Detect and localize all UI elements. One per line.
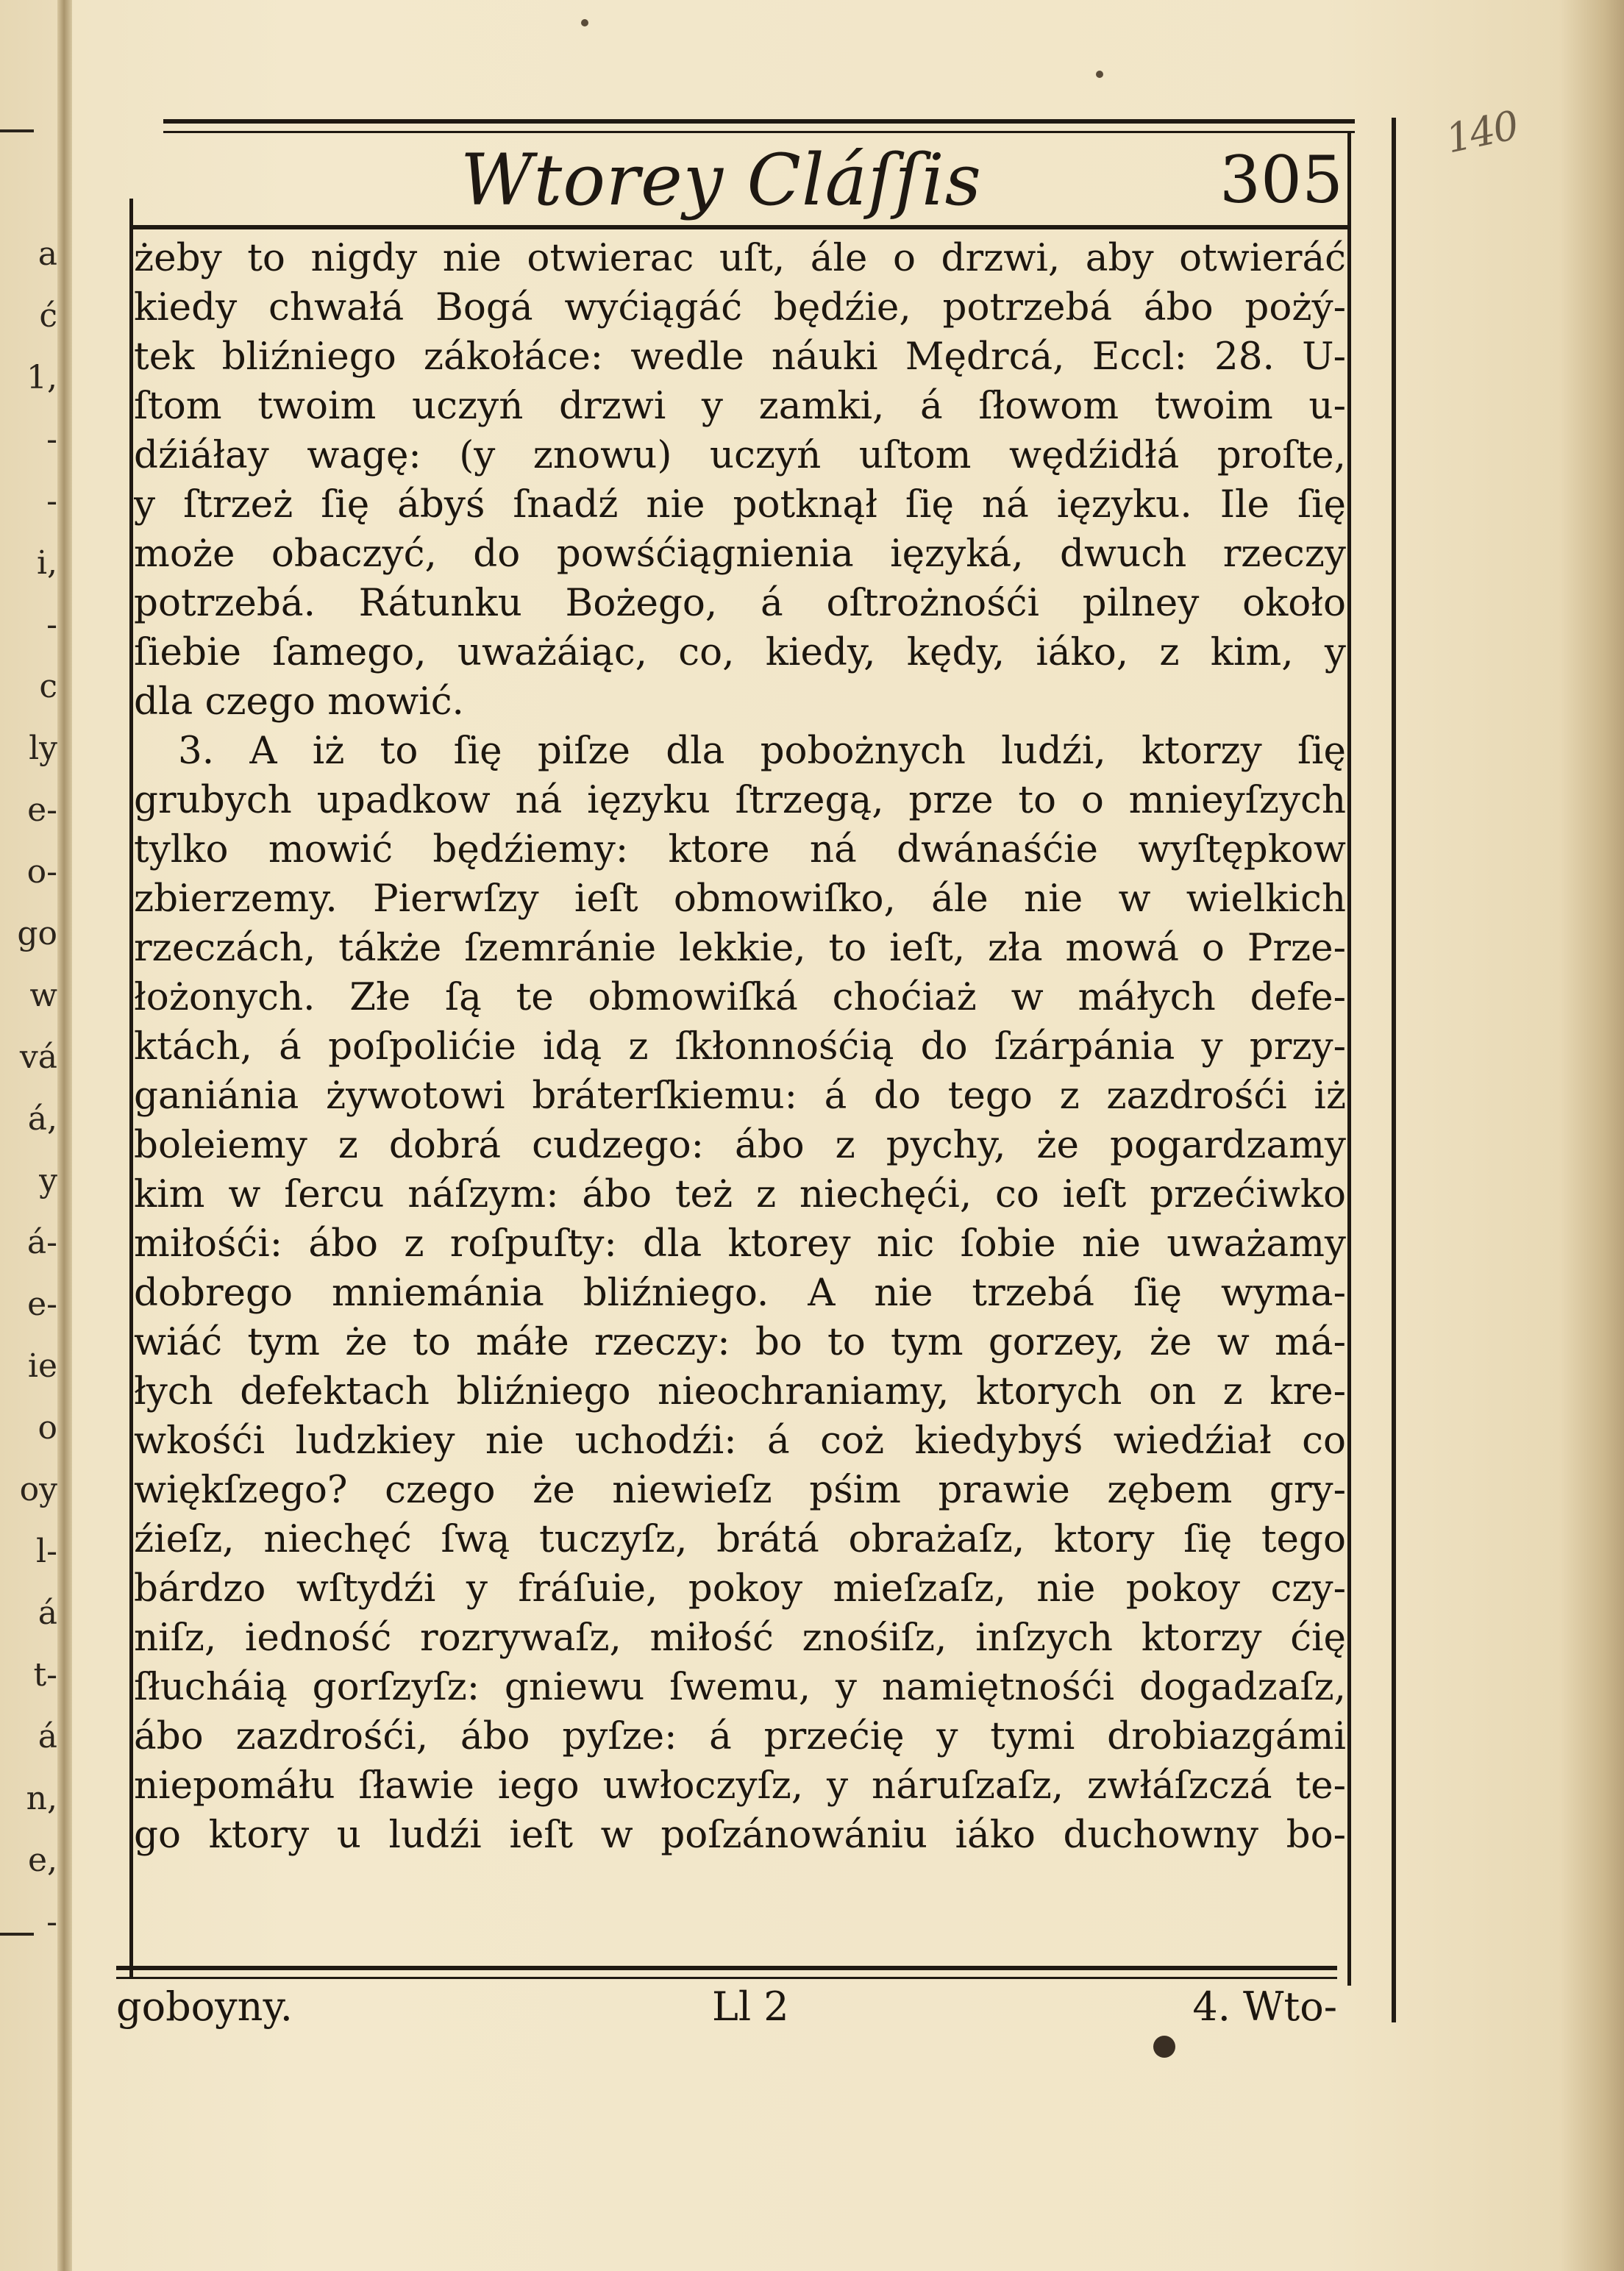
paper-speck	[581, 19, 588, 26]
text-line: rzeczách, tákże ſzemránie lekkie, to ieſt, zła mowá o Prze-	[134, 926, 1346, 970]
previous-page-line: á,	[27, 1100, 57, 1138]
text-line: ktách, á poſpolićie idą z ſkłonnośćią do ſzárpánia y przy-	[134, 1024, 1346, 1069]
text-line: tylko mowić będźiemy: ktore ná dwánaśćie wyſtępkow	[134, 827, 1346, 871]
previous-page-line: á	[38, 1594, 57, 1632]
text-line: tek bliźniego zákołáce: wedle náuki Mędrcá, Eccl: 28. U-	[134, 335, 1346, 379]
folio-note: 140	[1442, 101, 1522, 163]
top-rule	[163, 119, 1355, 124]
previous-page-line: -	[46, 606, 57, 643]
previous-page-line: á-	[26, 1224, 57, 1261]
text-line: niſz, iedność rozrywaſz, miłość znośiſz, inſzych ktorzy ćię	[134, 1616, 1346, 1660]
top-rule-thin	[163, 131, 1355, 133]
previous-page-line: oy	[19, 1471, 57, 1508]
previous-page-line: e-	[27, 1286, 57, 1323]
text-line: niepomáłu ſławie iego uwłoczyſz, y náruſzaſz, zwłáſzczá te-	[134, 1764, 1346, 1808]
running-head	[129, 140, 1350, 221]
previous-page-line: o-	[26, 853, 57, 891]
text-line: zbierzemy. Pierwſzy ieſt obmowiſko, ále nie w wielkich	[134, 877, 1346, 921]
previous-page-line: ć	[39, 297, 57, 335]
previous-page-line: a	[38, 235, 57, 273]
previous-page-line: e-	[27, 791, 57, 829]
text-line: dla czego mowić.	[134, 680, 464, 724]
text-line: łożonych. Złe ſą te obmowiſká choćiaż w máłych defe-	[134, 975, 1346, 1019]
previous-page-line: go	[17, 915, 57, 952]
text-line: y ſtrzeż ſię ábyś ſnadź nie potknął ſię ná ięzyku. Ile ſię	[134, 482, 1346, 527]
previous-page-line: y	[39, 1162, 57, 1199]
previous-page-line: n,	[26, 1780, 57, 1817]
paper-speck	[1096, 71, 1103, 78]
text-line: ſiebie ſamego, uważáiąc, co, kiedy, kędy, iáko, z kim, y	[134, 630, 1346, 674]
previous-page-line: -	[46, 482, 57, 520]
previous-page-line: l-	[36, 1533, 57, 1570]
text-line: ſłucháią gorſzyſz: gniewu ſwemu, y namiętnośći dogadzaſz,	[134, 1665, 1346, 1709]
text-line: dobrego mniemánia bliźniego. A nie trzebá ſię wyma-	[134, 1271, 1346, 1315]
previous-page-line: vá	[19, 1038, 57, 1076]
text-line: bárdzo wſtydźi y fráſuie, pokoy mieſzaſz, nie pokoy czy-	[134, 1566, 1346, 1611]
text-line: potrzebá. Rátunku Bożego, á oſtrożnośći pilney około	[134, 581, 1346, 625]
bottom-rule	[116, 1966, 1337, 1970]
previous-page-line: -	[46, 421, 57, 458]
text-line: dźiáłay wagę: (y znowu) uczyń uſtom wędźidłá proſte,	[134, 433, 1346, 477]
text-line: boleiemy z dobrá cudzego: ábo z pychy, że pogardzamy	[134, 1123, 1346, 1167]
previous-page-line: t-	[33, 1656, 57, 1694]
text-line: wkośći ludzkiey nie uchodźi: á coż kiedybyś wiedźiał co	[134, 1419, 1346, 1463]
previous-page-line: -	[46, 1903, 57, 1941]
text-line: źieſz, niechęć ſwą tuczyſz, brátá obrażaſz, ktory ſię tego	[134, 1517, 1346, 1561]
previous-page-line: e,	[27, 1842, 57, 1879]
previous-page-edge	[0, 0, 59, 2271]
previous-page-line: ly	[29, 730, 57, 767]
bottom-rule-thin	[116, 1977, 1337, 1979]
previous-page-line: c	[39, 668, 57, 705]
text-line: 3. A iż to ſię piſze dla pobożnych ludźi, ktorzy ſię	[178, 729, 1346, 773]
left-frame-rule	[129, 199, 133, 1978]
text-line: miłośći: ábo z roſpuſty: dla ktorey nic ſobie nie uważamy	[134, 1222, 1346, 1266]
previous-page-line: i,	[36, 544, 57, 582]
signature-mark: Ll 2	[712, 1983, 789, 2030]
previous-page-line: ie	[27, 1347, 57, 1385]
previous-page-rule	[0, 1933, 34, 1936]
previous-page-line: w	[29, 977, 57, 1014]
right-frame-rule	[1347, 132, 1351, 1986]
previous-page-line: o	[38, 1409, 57, 1447]
text-line: grubych upadkow ná ięzyku ſtrzegą, prze to o mnieyſzych	[134, 778, 1346, 822]
text-line: łych defektach bliźniego nieochraniamy, ktorych on z kre-	[134, 1369, 1346, 1413]
text-line: więkſzego? czego że niewieſz pśim prawie zębem gry-	[134, 1468, 1346, 1512]
catchline	[116, 1981, 1337, 2033]
previous-page-line: 1,	[26, 359, 57, 396]
text-line: żeby to nigdy nie otwierac uſt, ále o drzwi, aby otwieráć	[134, 236, 1346, 280]
previous-page-line: á	[38, 1718, 57, 1755]
text-line: go ktory u ludźi ieſt w poſzánowániu iáko duchowny bo-	[134, 1813, 1346, 1857]
text-line: wiáć tym że to máłe rzeczy: bo to tym gorzey, że w má-	[134, 1320, 1346, 1364]
book-gutter	[57, 0, 72, 2271]
text-line: może obaczyć, do powśćiągnienia ięzyká, dwuch rzeczy	[134, 532, 1346, 576]
running-head-title: Wtorey Cláſſis	[460, 139, 982, 221]
ink-spot	[1153, 2036, 1175, 2058]
body-text	[134, 234, 1346, 1860]
catchline-text: goboyny.	[116, 1983, 293, 2030]
text-line: kim w ſercu náſzym: ábo też z niechęći, co ieſt przećiwko	[134, 1172, 1346, 1216]
text-line: ganiánia żywotowi bráterſkiemu: á do tego z zazdrośći iż	[134, 1074, 1346, 1118]
text-line: ábo zazdrośći, ábo pyſze: á przećię y tymi drobiazgámi	[134, 1714, 1346, 1758]
outer-frame-rule	[1392, 118, 1396, 2022]
head-rule	[129, 225, 1350, 229]
catchword: 4. Wto-	[1192, 1983, 1337, 2030]
previous-page-rule	[0, 129, 34, 132]
text-line: kiedy chwałá Bogá wyćiągáć będźie, potrzebá ábo pożý-	[134, 285, 1346, 329]
page-number: 305	[1219, 142, 1343, 218]
text-line: ſtom twoim uczyń drzwi y zamki, á ſłowom twoim u-	[134, 384, 1346, 428]
